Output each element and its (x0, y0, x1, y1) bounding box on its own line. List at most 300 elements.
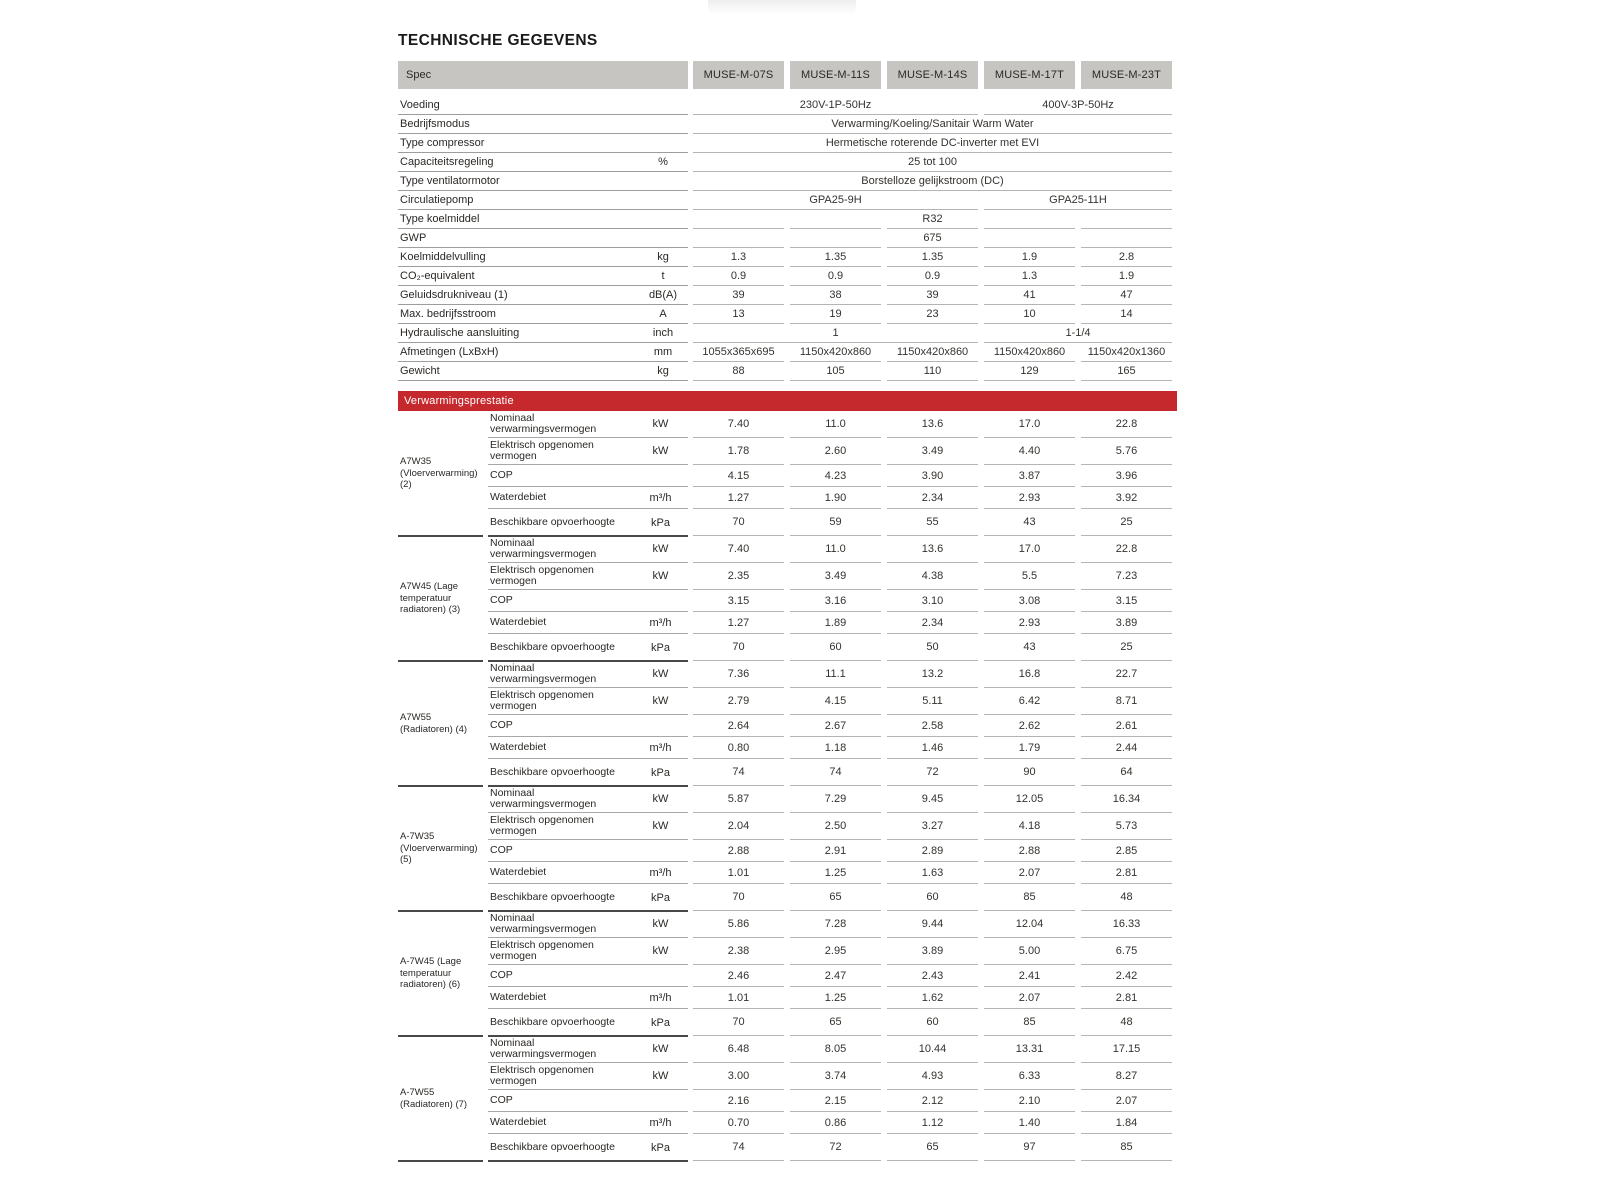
heating-row-left (488, 715, 688, 737)
heating-row-values (693, 1112, 1172, 1134)
spec-value: 110 (887, 362, 978, 381)
spec-row-label: Hydraulische aansluiting (400, 327, 520, 339)
heating-param-label: Elektrisch opgenomen vermogen (490, 813, 594, 837)
heating-param-label: Nominaal verwarmingsvermogen (490, 411, 597, 435)
spec-row-left (398, 96, 688, 115)
heating-param-unit: kW (652, 668, 669, 680)
heating-performance-groups (398, 411, 1177, 1161)
heating-value: 0.80 (693, 737, 784, 759)
heating-value: 5.87 (693, 786, 784, 813)
heating-value: 74 (693, 1134, 784, 1161)
heating-param-label: Beschikbare opvoerhoogte (490, 1015, 615, 1028)
spec-row-values (693, 172, 1172, 191)
heating-row (398, 987, 1177, 1009)
heating-value: 55 (887, 509, 978, 536)
spec-value: 1.3 (693, 248, 784, 267)
heating-row-left (488, 411, 688, 438)
heating-value: 2.15 (790, 1090, 881, 1112)
heating-value: 60 (887, 1009, 978, 1036)
spec-row (398, 191, 1177, 210)
heating-value: 3.16 (790, 590, 881, 612)
heating-param-unit: kW (652, 418, 669, 430)
spec-value-merged: 1 (693, 324, 978, 343)
heating-value: 2.81 (1081, 987, 1172, 1009)
spec-row-unit: mm (653, 346, 673, 358)
heating-value: 2.47 (790, 965, 881, 987)
spec-row (398, 324, 1177, 343)
heating-row-values (693, 813, 1172, 840)
heating-value: 7.29 (790, 786, 881, 813)
heating-value: 3.74 (790, 1063, 881, 1090)
heating-value: 17.0 (984, 411, 1075, 438)
heating-value: 74 (790, 759, 881, 786)
spec-row-left (398, 343, 688, 362)
heating-row (398, 938, 1177, 965)
heating-param-unit: kW (652, 695, 669, 707)
heating-row-values (693, 411, 1172, 438)
spec-row-label: Gewicht (400, 365, 440, 377)
spec-row (398, 229, 1177, 248)
spec-row-label: Koelmiddelvulling (400, 251, 486, 263)
heating-value: 0.70 (693, 1112, 784, 1134)
heating-row (398, 813, 1177, 840)
heating-row-values (693, 1090, 1172, 1112)
heating-value: 85 (984, 1009, 1075, 1036)
spec-value: 10 (984, 305, 1075, 324)
heating-param-label: Beschikbare opvoerhoogte (490, 890, 615, 903)
spec-row (398, 267, 1177, 286)
heating-row-left (488, 509, 688, 536)
heating-value: 5.11 (887, 688, 978, 715)
heating-value: 90 (984, 759, 1075, 786)
heating-value: 6.75 (1081, 938, 1172, 965)
spec-value: 1.9 (984, 248, 1075, 267)
heating-value: 2.10 (984, 1090, 1075, 1112)
spec-row-unit: kg (657, 365, 669, 377)
heating-value: 25 (1081, 509, 1172, 536)
heating-param-label: COP (490, 1093, 513, 1106)
heating-value: 65 (887, 1134, 978, 1161)
heating-group-label: A7W35 (Vloerverwarming) (2) (400, 456, 478, 491)
heating-param-unit: kW (652, 820, 669, 832)
heating-param-unit: kPa (651, 891, 670, 904)
heating-row (398, 509, 1177, 536)
heating-value: 12.05 (984, 786, 1075, 813)
heating-row-values (693, 634, 1172, 661)
spec-value: 47 (1081, 286, 1172, 305)
heating-param-unit: kPa (651, 1141, 670, 1154)
heating-row-values (693, 1063, 1172, 1090)
spec-value: 1150x420x1360 (1081, 343, 1172, 362)
heating-value: 2.64 (693, 715, 784, 737)
spec-row-values (693, 324, 1172, 343)
heating-param-label: COP (490, 718, 513, 731)
heating-value: 2.43 (887, 965, 978, 987)
heating-value: 4.93 (887, 1063, 978, 1090)
spec-value: 39 (887, 286, 978, 305)
heating-group-label: A7W55 (Radiatoren) (4) (400, 712, 468, 735)
heating-group-label: A-7W45 (Lage temperatuur radiatoren) (6) (400, 956, 462, 991)
spec-value: 0.9 (887, 267, 978, 286)
spec-value: 0.9 (693, 267, 784, 286)
spec-value-merged: Hermetische roterende DC-inverter met EVI (693, 134, 1172, 153)
heating-row (398, 590, 1177, 612)
heating-row-values (693, 612, 1172, 634)
heating-value: 3.15 (693, 590, 784, 612)
heating-param-label: Nominaal verwarmingsvermogen (490, 911, 597, 935)
heating-row-values (693, 438, 1172, 465)
heating-row-values (693, 1036, 1172, 1063)
heating-group-label: A-7W55 (Radiatoren) (7) (400, 1087, 468, 1110)
heating-value: 2.61 (1081, 715, 1172, 737)
heating-row-values (693, 911, 1172, 938)
spec-value: 1150x420x860 (984, 343, 1075, 362)
heating-param-label: Nominaal verwarmingsvermogen (490, 1036, 597, 1060)
heating-row-left (488, 487, 688, 509)
heating-row (398, 862, 1177, 884)
heating-param-label: Elektrisch opgenomen vermogen (490, 688, 594, 712)
heating-value: 11.1 (790, 661, 881, 688)
heating-row (398, 1063, 1177, 1090)
heating-value: 0.86 (790, 1112, 881, 1134)
heating-value: 1.90 (790, 487, 881, 509)
heating-value: 1.63 (887, 862, 978, 884)
spec-row-values (693, 229, 1172, 248)
heating-value: 1.79 (984, 737, 1075, 759)
heating-param-unit: kW (652, 945, 669, 957)
heating-value: 4.23 (790, 465, 881, 487)
heating-value: 22.7 (1081, 661, 1172, 688)
heating-value: 97 (984, 1134, 1075, 1161)
heating-param-label: Elektrisch opgenomen vermogen (490, 563, 594, 587)
heating-value: 2.35 (693, 563, 784, 590)
heating-value: 70 (693, 884, 784, 911)
page-top-artifact (708, 0, 856, 16)
heating-row-values (693, 661, 1172, 688)
heating-param-unit: kW (652, 543, 669, 555)
heating-value: 2.41 (984, 965, 1075, 987)
heating-param-label: COP (490, 968, 513, 981)
heating-row-values (693, 862, 1172, 884)
heating-row-left (488, 1063, 688, 1090)
heating-param-label: Beschikbare opvoerhoogte (490, 640, 615, 653)
table-bottom-border (398, 1161, 1177, 1163)
spec-row-unit: kg (657, 251, 669, 263)
spec-row (398, 134, 1177, 153)
heating-value: 1.25 (790, 987, 881, 1009)
heating-value: 2.12 (887, 1090, 978, 1112)
heating-row-values (693, 563, 1172, 590)
heating-row-values (693, 987, 1172, 1009)
heating-param-unit: m³/h (649, 491, 672, 504)
heating-row-left (488, 536, 688, 563)
heating-param-label: Elektrisch opgenomen vermogen (490, 438, 594, 462)
heating-value: 50 (887, 634, 978, 661)
spec-row (398, 210, 1177, 229)
heating-row-left (488, 1112, 688, 1134)
column-header-spec: Spec (398, 61, 688, 89)
heating-value: 2.04 (693, 813, 784, 840)
heating-value: 11.0 (790, 411, 881, 438)
heating-row (398, 612, 1177, 634)
heating-row (398, 786, 1177, 813)
heating-param-label: Beschikbare opvoerhoogte (490, 515, 615, 528)
heating-row-left (488, 612, 688, 634)
heating-value: 16.33 (1081, 911, 1172, 938)
heating-row-left (488, 590, 688, 612)
heating-value: 2.81 (1081, 862, 1172, 884)
heating-value: 16.34 (1081, 786, 1172, 813)
spec-row (398, 96, 1177, 115)
spec-value: 23 (887, 305, 978, 324)
heating-value: 2.07 (1081, 1090, 1172, 1112)
heating-value: 1.01 (693, 862, 784, 884)
heating-value: 2.58 (887, 715, 978, 737)
heating-row-left (488, 1009, 688, 1036)
heating-value: 6.42 (984, 688, 1075, 715)
heating-param-unit: kW (652, 1043, 669, 1055)
spec-row-left (398, 229, 688, 248)
heating-param-label: Elektrisch opgenomen vermogen (490, 938, 594, 962)
heating-value: 10.44 (887, 1036, 978, 1063)
bottom-border-left (398, 1160, 483, 1162)
heating-row (398, 737, 1177, 759)
heating-row-left (488, 862, 688, 884)
heating-value: 17.15 (1081, 1036, 1172, 1063)
heating-group (398, 911, 1177, 1036)
spec-row-unit: % (658, 156, 668, 168)
heating-row (398, 634, 1177, 661)
heating-value: 1.40 (984, 1112, 1075, 1134)
heating-value: 3.10 (887, 590, 978, 612)
spec-value: 0.9 (790, 267, 881, 286)
heating-value: 7.23 (1081, 563, 1172, 590)
heating-value: 4.40 (984, 438, 1075, 465)
heating-row (398, 411, 1177, 438)
heating-param-unit: m³/h (649, 1116, 672, 1129)
heating-param-label: COP (490, 593, 513, 606)
spec-row-values (693, 210, 1172, 229)
heating-value: 70 (693, 1009, 784, 1036)
heating-row (398, 1090, 1177, 1112)
heating-value: 4.18 (984, 813, 1075, 840)
heating-value: 6.48 (693, 1036, 784, 1063)
heating-value: 5.76 (1081, 438, 1172, 465)
heating-value: 1.27 (693, 612, 784, 634)
heating-value: 48 (1081, 1009, 1172, 1036)
heating-value: 13.31 (984, 1036, 1075, 1063)
heating-row-values (693, 465, 1172, 487)
spec-value: 105 (790, 362, 881, 381)
heating-value: 2.88 (984, 840, 1075, 862)
heating-value: 2.46 (693, 965, 784, 987)
heating-value: 3.00 (693, 1063, 784, 1090)
spec-row-label: Type ventilatormotor (400, 175, 500, 187)
heating-param-label: Nominaal verwarmingsvermogen (490, 661, 597, 685)
spec-row-label: Capaciteitsregeling (400, 156, 494, 168)
heating-value: 4.38 (887, 563, 978, 590)
heating-value: 60 (790, 634, 881, 661)
spec-row (398, 286, 1177, 305)
heating-param-unit: m³/h (649, 991, 672, 1004)
heating-value: 43 (984, 634, 1075, 661)
heating-value: 25 (1081, 634, 1172, 661)
heating-param-label: Waterdebiet (490, 990, 547, 1003)
heating-row (398, 465, 1177, 487)
heating-value: 2.07 (984, 987, 1075, 1009)
heating-value: 9.45 (887, 786, 978, 813)
heating-param-unit: m³/h (649, 616, 672, 629)
heating-param-label: Waterdebiet (490, 740, 547, 753)
heating-value: 2.79 (693, 688, 784, 715)
heating-group (398, 786, 1177, 911)
heating-row-values (693, 487, 1172, 509)
spec-row-left (398, 305, 688, 324)
heating-param-unit: kW (652, 918, 669, 930)
spec-row-values (693, 96, 1172, 115)
spec-row-label: Circulatiepomp (400, 194, 474, 206)
spec-row-unit: inch (652, 327, 674, 339)
spec-value: 1.35 (790, 248, 881, 267)
heating-row-left (488, 965, 688, 987)
spec-value-merged: 675 (923, 232, 942, 244)
spec-value: 41 (984, 286, 1075, 305)
heating-value: 2.88 (693, 840, 784, 862)
heating-row (398, 438, 1177, 465)
heating-value: 2.95 (790, 938, 881, 965)
spec-row-label: CO₂-equivalent (400, 270, 475, 282)
heating-group (398, 411, 1177, 536)
heating-row-left (488, 938, 688, 965)
heating-row-values (693, 884, 1172, 911)
heating-value: 59 (790, 509, 881, 536)
heating-row-left (488, 438, 688, 465)
spec-row-unit: A (659, 308, 667, 320)
spec-row (398, 172, 1177, 191)
heating-row (398, 840, 1177, 862)
heating-row-left (488, 634, 688, 661)
spec-row-label: Geluidsdrukniveau (1) (400, 289, 508, 301)
spec-row-unit: dB(A) (648, 289, 678, 301)
heating-value: 85 (984, 884, 1075, 911)
heating-value: 2.62 (984, 715, 1075, 737)
technical-data-sheet (398, 30, 1177, 1163)
spec-row-left (398, 191, 688, 210)
heating-value: 2.42 (1081, 965, 1172, 987)
spec-row-left (398, 286, 688, 305)
heating-row-values (693, 688, 1172, 715)
spec-row-left (398, 362, 688, 381)
spec-value: 1150x420x860 (790, 343, 881, 362)
heating-row (398, 884, 1177, 911)
heating-param-label: Waterdebiet (490, 490, 547, 503)
heating-value: 1.89 (790, 612, 881, 634)
heating-value: 7.36 (693, 661, 784, 688)
column-header-model: MUSE-M-17T (984, 61, 1075, 89)
spec-value-merged: GPA25-11H (984, 191, 1172, 210)
heating-value: 17.0 (984, 536, 1075, 563)
heating-value: 7.40 (693, 411, 784, 438)
heating-value: 60 (887, 884, 978, 911)
heating-value: 1.12 (887, 1112, 978, 1134)
heating-value: 48 (1081, 884, 1172, 911)
heating-row-values (693, 1009, 1172, 1036)
heating-value: 2.93 (984, 487, 1075, 509)
spec-value: 129 (984, 362, 1075, 381)
heating-row (398, 487, 1177, 509)
heating-value: 65 (790, 884, 881, 911)
spec-row-values (693, 153, 1172, 172)
heating-row-values (693, 590, 1172, 612)
heating-row (398, 563, 1177, 590)
heating-value: 5.5 (984, 563, 1075, 590)
spec-row-values (693, 305, 1172, 324)
heating-param-unit: m³/h (649, 866, 672, 879)
heating-value: 7.40 (693, 536, 784, 563)
heating-value: 12.04 (984, 911, 1075, 938)
heating-row-values (693, 965, 1172, 987)
heating-row-values (693, 715, 1172, 737)
heating-value: 4.15 (790, 688, 881, 715)
model-column-headers (693, 61, 1172, 89)
heating-param-label: Waterdebiet (490, 865, 547, 878)
spec-value-merged: Borstelloze gelijkstroom (DC) (693, 172, 1172, 191)
spec-value-merged: 400V-3P-50Hz (984, 96, 1172, 115)
heating-value: 7.28 (790, 911, 881, 938)
heating-value: 72 (790, 1134, 881, 1161)
spec-row (398, 153, 1177, 172)
heating-value: 2.93 (984, 612, 1075, 634)
heating-param-unit: kPa (651, 766, 670, 779)
table-header-row (398, 61, 1177, 89)
heating-value: 3.08 (984, 590, 1075, 612)
spec-row-values (693, 343, 1172, 362)
heating-param-label: COP (490, 468, 513, 481)
heating-row (398, 1009, 1177, 1036)
heating-value: 1.46 (887, 737, 978, 759)
heating-row-left (488, 1036, 688, 1063)
heating-value: 13.6 (887, 536, 978, 563)
spec-row-left (398, 115, 688, 134)
spec-value: 1055x365x695 (693, 343, 784, 362)
heating-row-values (693, 509, 1172, 536)
spec-row-values (693, 191, 1172, 210)
heating-row-left (488, 737, 688, 759)
heating-row-values (693, 759, 1172, 786)
heating-row-left (488, 786, 688, 813)
heating-value: 8.71 (1081, 688, 1172, 715)
column-header-model: MUSE-M-11S (790, 61, 881, 89)
heating-param-unit: kPa (651, 641, 670, 654)
spec-row-left (398, 324, 688, 343)
heating-value: 2.50 (790, 813, 881, 840)
spec-value: 1150x420x860 (887, 343, 978, 362)
heating-param-unit: kPa (651, 1016, 670, 1029)
heating-value: 3.49 (790, 563, 881, 590)
heating-row (398, 911, 1177, 938)
heating-value: 13.6 (887, 411, 978, 438)
heating-group (398, 536, 1177, 661)
heating-value: 1.25 (790, 862, 881, 884)
spec-value-merged: R32 (922, 213, 943, 225)
heating-row-values (693, 536, 1172, 563)
heating-value: 2.16 (693, 1090, 784, 1112)
heating-param-label: Waterdebiet (490, 615, 547, 628)
heating-value: 2.60 (790, 438, 881, 465)
heating-value: 13.2 (887, 661, 978, 688)
heating-group (398, 1036, 1177, 1161)
spec-row (398, 362, 1177, 381)
